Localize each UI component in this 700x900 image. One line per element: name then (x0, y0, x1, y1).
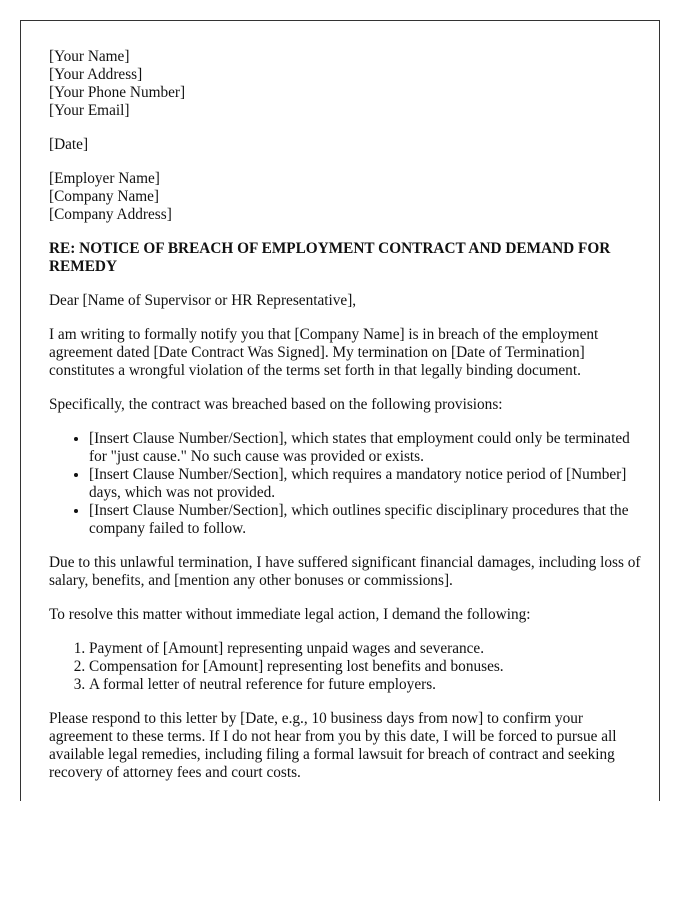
closing-paragraph: Please respond to this letter by [Date, e.g., 10 business days from now] to confirm your agreement to these terms. If I do not hear from you by this date, I will be forced to pursue all available legal remedies, including filing a formal lawsuit for breach of contract and seeking recovery of attorney fees and court costs. (49, 710, 617, 781)
sender-name: [Your Name] (49, 48, 130, 65)
damages-paragraph: Due to this unlawful termination, I have suffered significant financial damages, including loss of salary, benefits, and [mention any other bonuses or commissions]. (49, 554, 641, 589)
provision-item: • [Insert Clause Number/Section], which requires a mandatory notice period of [Number] days, which was not provided. (89, 466, 649, 502)
date-block (49, 136, 649, 154)
provision-item: • [Insert Clause Number/Section], which outlines specific disciplinary procedures that the company failed to follow. (89, 502, 649, 538)
sender-phone: [Your Phone Number] (49, 84, 186, 101)
provision-item: • [Insert Clause Number/Section], which states that employment could only be terminated for "just cause." No such cause was provided or exists. (89, 430, 649, 466)
demand-item: 3. A formal letter of neutral reference for future employers. (89, 676, 649, 694)
demands-intro: To resolve this matter without immediate legal action, I demand the following: (49, 606, 531, 623)
letter-content (49, 48, 649, 798)
sender-block (49, 48, 649, 120)
provisions-list (49, 430, 649, 538)
subject-line: RE: NOTICE OF BREACH OF EMPLOYMENT CONTRACT AND DEMAND FOR REMEDY (49, 240, 611, 275)
recipient-company-name: [Company Name] (49, 188, 160, 205)
demand-item: 1. Payment of [Amount] representing unpaid wages and severance. (89, 640, 649, 658)
sender-address: [Your Address] (49, 66, 143, 83)
demands-list (49, 640, 649, 694)
demand-item: 2. Compensation for [Amount] representing lost benefits and bonuses. (89, 658, 649, 676)
recipient-company-address: [Company Address] (49, 206, 172, 223)
salutation: Dear [Name of Supervisor or HR Representative], (49, 292, 357, 309)
sender-email: [Your Email] (49, 102, 130, 119)
letter-date: [Date] (49, 136, 89, 153)
letter-page (20, 20, 660, 801)
intro-paragraph: I am writing to formally notify you that [Company Name] is in breach of the employment agreement dated [Date Contract Was Signed]. My termination on [Date of Termination] constitutes a wrongful violation of the terms set forth in that legally binding document. (49, 326, 599, 379)
provisions-intro: Specifically, the contract was breached based on the following provisions: (49, 396, 503, 413)
recipient-employer-name: [Employer Name] (49, 170, 160, 187)
recipient-block (49, 170, 649, 224)
